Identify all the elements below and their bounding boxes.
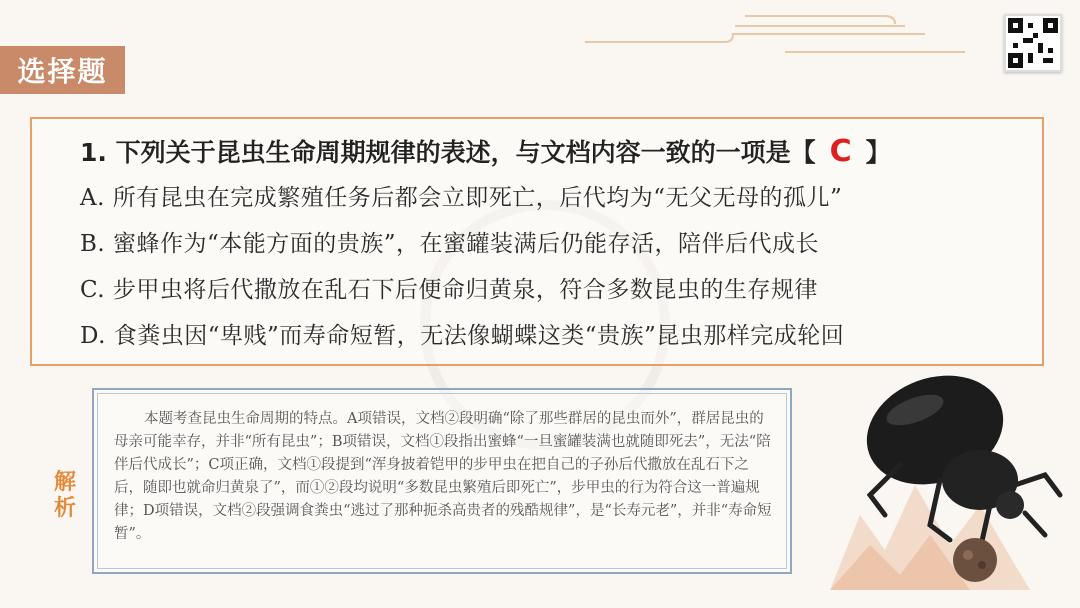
question-title bbox=[80, 133, 891, 169]
analysis-panel bbox=[92, 388, 792, 574]
analysis-text: 本题考查昆虫生命周期的特点。A项错误，文档②段明确“除了那些群居的昆虫而外”，群居昆虫的母亲可能幸存，并非“所有昆虫”；B项错误，文档①段指出蜜蜂“一旦蜜罐装满也就随即死去”，无法“陪伴后代成长”；C项正确，文档①段提到“浑身披着铠甲的步甲虫在把自己的子孙后代撒放在乱石下之后，随即也就命归黄泉了”，而①②段均说明“多数昆虫繁殖后即死亡”，步甲虫的行为符合这一普遍规律；D项错误，文档②段强调食粪虫“逃过了那种扼杀高贵者的残酷规律”，是“长寿元老”，并非“寿命短暂”。 bbox=[114, 411, 772, 542]
option-b: B. 蜜蜂作为“本能方面的贵族”，在蜜罐装满后仍能存活，陪伴后代成长 bbox=[80, 231, 820, 257]
option-a: A. 所有昆虫在完成繁殖任务后都会立即死亡，后代均为“无父无母的孤儿” bbox=[80, 185, 843, 211]
dung-beetle-illustration bbox=[830, 365, 1070, 590]
analysis-label: 解析 bbox=[54, 470, 77, 521]
qr-code-image bbox=[1004, 14, 1062, 72]
option-d: D. 食粪虫因“卑贱”而寿命短暂，无法像蝴蝶这类“贵族”昆虫那样完成轮回 bbox=[80, 323, 845, 349]
option-c: C. 步甲虫将后代撒放在乱石下后便命归黄泉，符合多数昆虫的生存规律 bbox=[80, 277, 818, 303]
answer-letter: C bbox=[829, 134, 852, 169]
section-tag: 选择题 bbox=[0, 46, 125, 94]
decorative-wave-lines bbox=[585, 8, 965, 58]
question-stem-close: 】 bbox=[865, 138, 891, 167]
question-stem: 1. 下列关于昆虫生命周期规律的表述，与文档内容一致的一项是【 bbox=[80, 138, 816, 167]
question-card bbox=[30, 117, 1044, 366]
